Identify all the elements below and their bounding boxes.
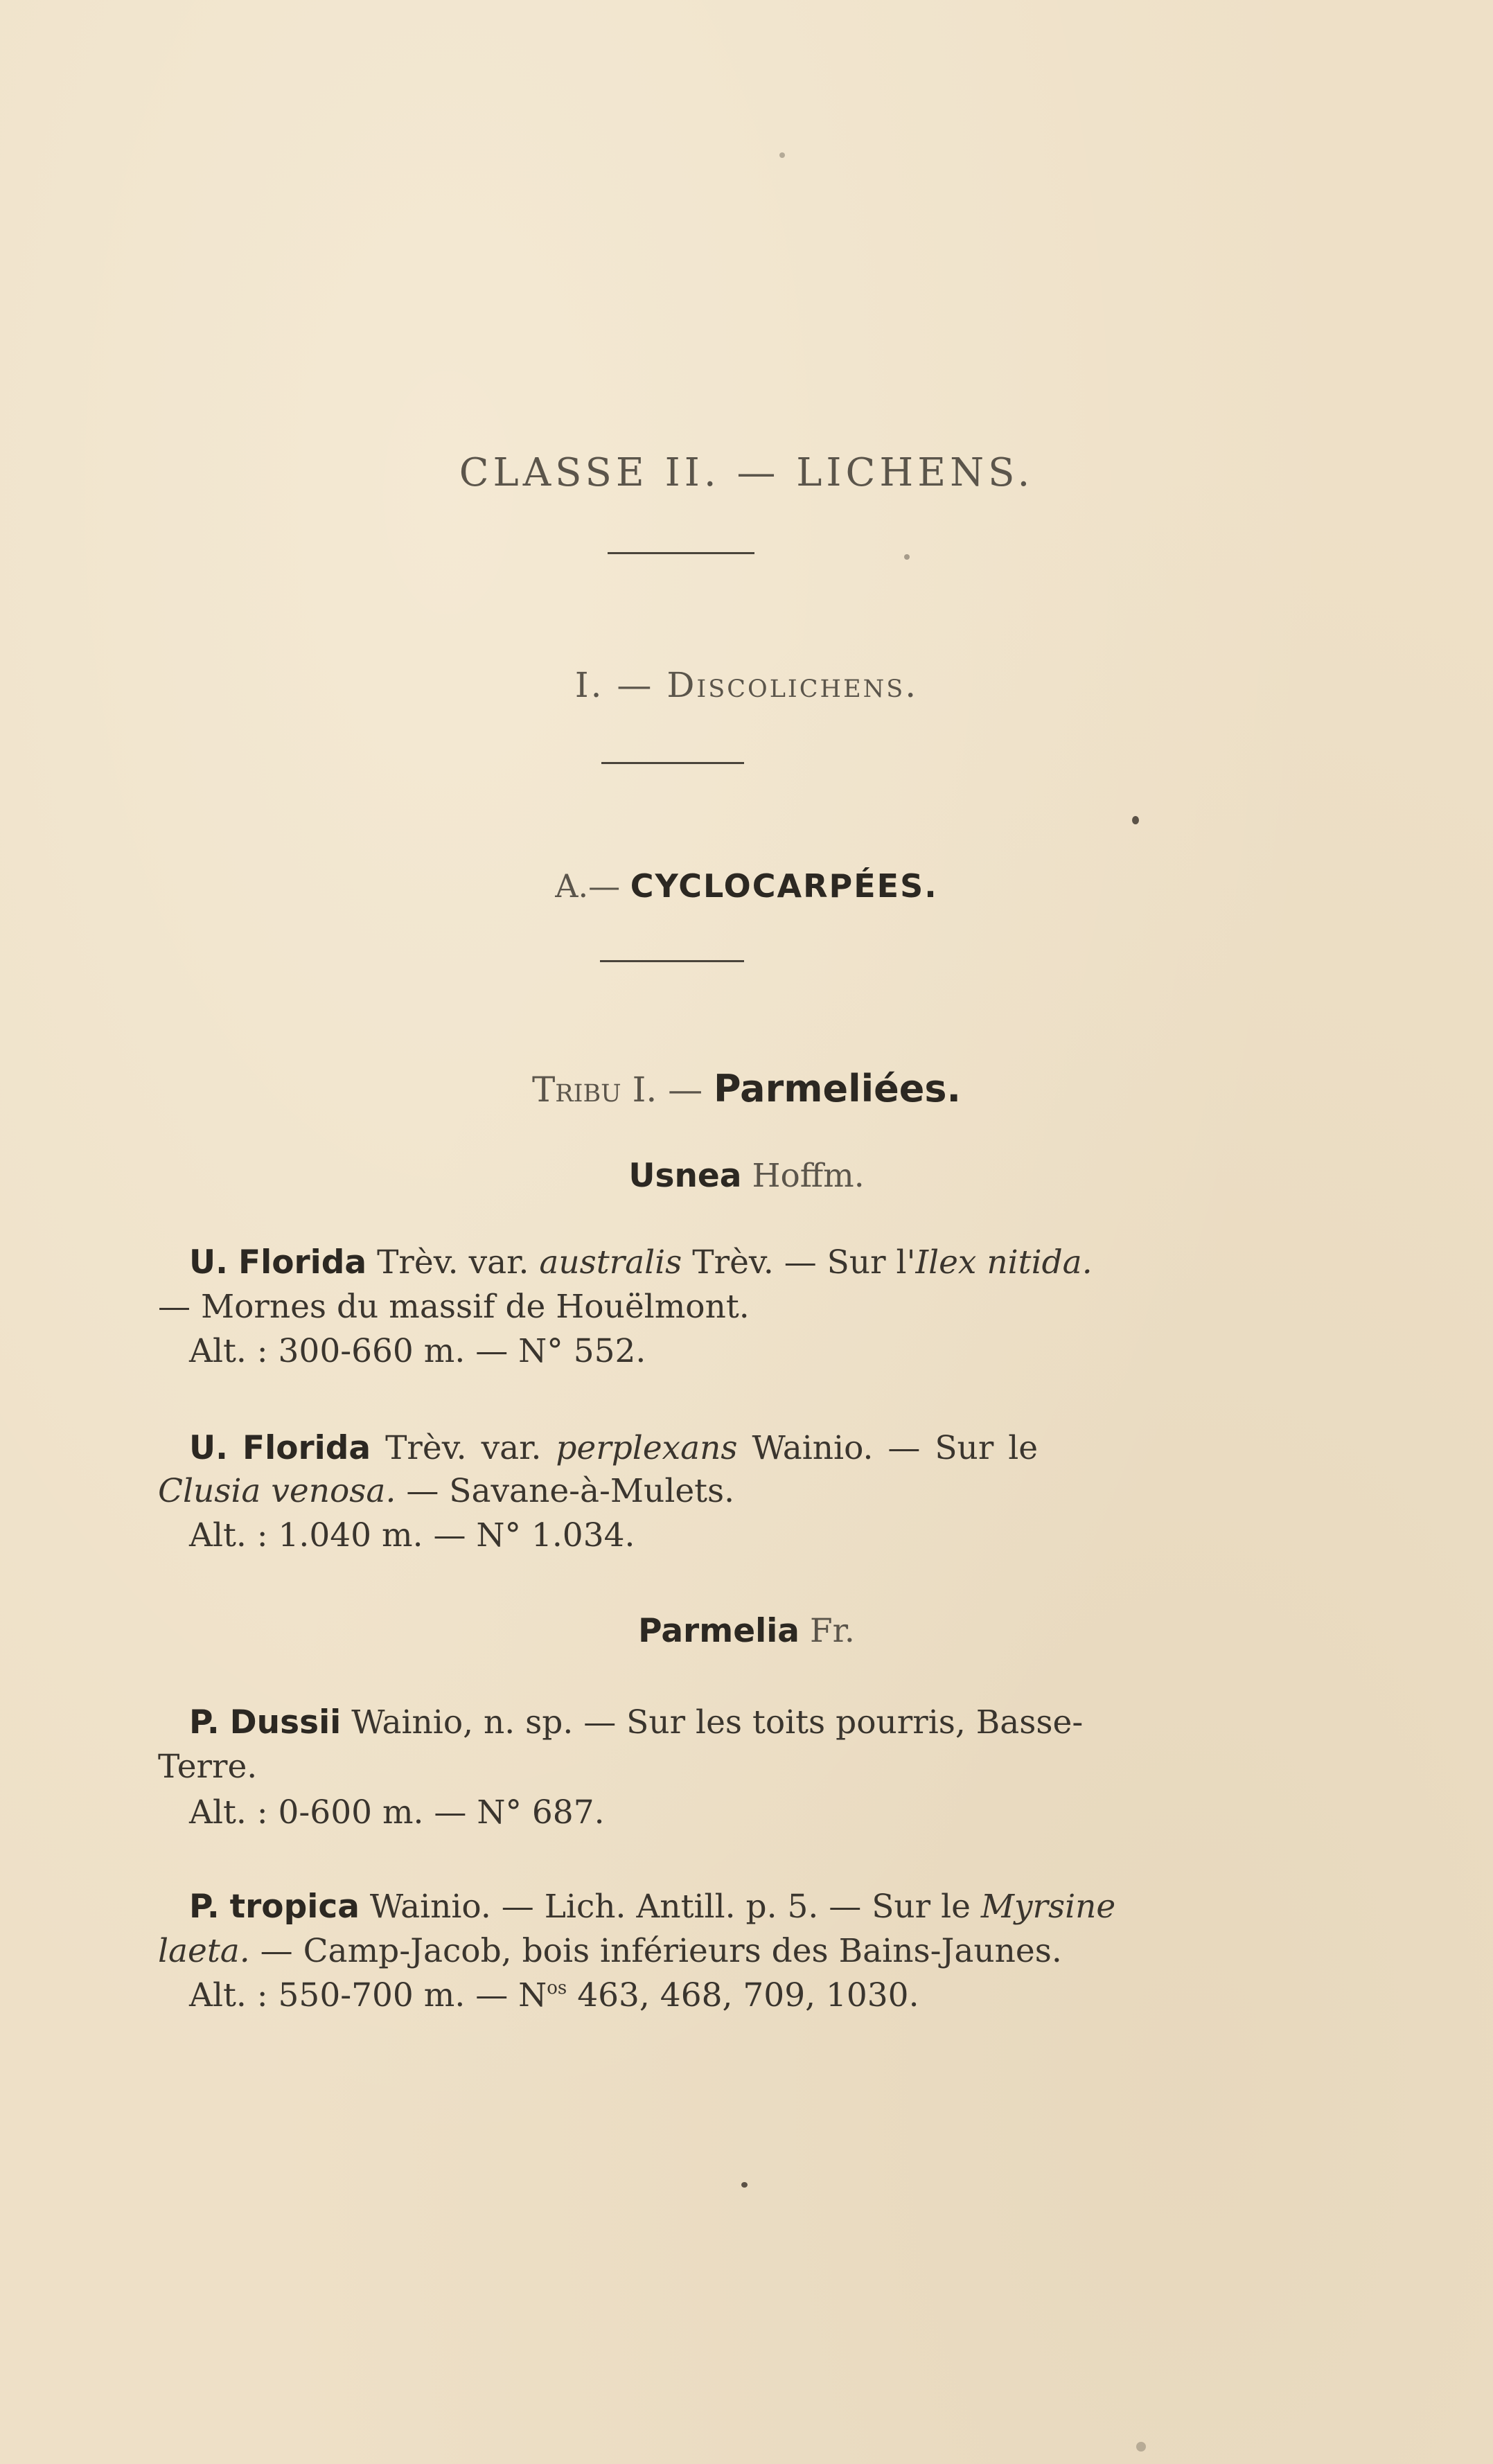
paper-speck: [1136, 2442, 1146, 2452]
genus-abbr: P.: [189, 1703, 220, 1741]
entry-line: — Mornes du massif de Houëlmont.: [158, 1288, 750, 1326]
species-name: Florida: [242, 1429, 371, 1467]
genus-name: Parmelia: [638, 1612, 800, 1650]
section-prefix: I. —: [574, 665, 654, 705]
genus-abbr: P.: [189, 1888, 220, 1926]
entry-text: Trèv. — Sur l': [682, 1243, 916, 1282]
genus-abbr: U.: [189, 1429, 229, 1467]
entry-line: [158, 1472, 734, 1510]
altitude-line: Alt. : 0-600 m. — N° 687.: [189, 1793, 605, 1832]
section-heading: [0, 665, 1493, 705]
genus-heading: [0, 1612, 1493, 1650]
entry-text: Wainio, n. sp. — Sur les toits pourris, Basse-: [341, 1703, 1084, 1741]
genus-name: Usnea: [628, 1157, 742, 1195]
numero-superscript: os: [547, 1978, 567, 1998]
entry-text: — Camp-Jacob, bois inférieurs des Bains-Jaunes.: [249, 1932, 1062, 1970]
altitude-prefix: Alt. : 550-700 m. — N: [189, 1976, 547, 2014]
host-name: Clusia venosa.: [158, 1472, 396, 1510]
tribe-number: I. —: [632, 1070, 703, 1110]
tribe-label: Tribu: [531, 1070, 621, 1110]
divider: [608, 552, 754, 554]
variety-name: perplexans: [556, 1429, 738, 1467]
genus-author: Fr.: [809, 1612, 855, 1650]
entry-line: [189, 1888, 1115, 1926]
host-name: Ilex nitida.: [915, 1243, 1093, 1282]
paper-speck: [904, 554, 910, 560]
altitude-line: [189, 1976, 919, 2014]
altitude-numbers: 463, 468, 709, 1030.: [567, 1976, 919, 2014]
paper-speck: [741, 2182, 748, 2188]
altitude-line: Alt. : 300-660 m. — N° 552.: [189, 1332, 646, 1370]
entry-line: [189, 1703, 1083, 1741]
paper-speck: [779, 152, 785, 158]
subsection-heading: [0, 867, 1493, 905]
variety-name: australis: [539, 1243, 682, 1282]
divider: [600, 960, 744, 962]
entry-text: Trèv. var.: [371, 1429, 556, 1467]
class-heading: CLASSE II. — LICHENS.: [459, 450, 1034, 495]
entry-line: [158, 1932, 1062, 1970]
section-title: Discolichens.: [666, 665, 919, 705]
entry-line: [189, 1243, 1093, 1282]
subsection-prefix: A.—: [555, 867, 621, 905]
entry-line: Terre.: [158, 1748, 258, 1786]
species-name: Florida: [238, 1243, 367, 1282]
entry-line: [189, 1429, 1038, 1467]
genus-heading: [0, 1157, 1493, 1195]
divider: [601, 762, 744, 764]
entry-text: Wainio. — Sur le: [737, 1429, 1039, 1467]
tribe-heading: [0, 1067, 1493, 1110]
paper-speck: [1132, 816, 1139, 824]
species-name: tropica: [229, 1888, 360, 1926]
tribe-name: Parmeliées.: [714, 1067, 962, 1110]
entry-text: Wainio. — Lich. Antill. p. 5. — Sur le: [359, 1888, 981, 1926]
host-name: laeta.: [158, 1932, 250, 1970]
genus-author: Hoffm.: [752, 1157, 865, 1195]
host-name: Myrsine: [980, 1888, 1116, 1926]
entry-text: — Savane-à-Mulets.: [396, 1472, 735, 1510]
entry-text: Trèv. var.: [366, 1243, 540, 1282]
altitude-line: Alt. : 1.040 m. — N° 1.034.: [189, 1516, 635, 1554]
genus-abbr: U.: [189, 1243, 229, 1282]
species-name: Dussii: [229, 1703, 342, 1741]
subsection-title: CYCLOCARPÉES.: [630, 867, 938, 905]
